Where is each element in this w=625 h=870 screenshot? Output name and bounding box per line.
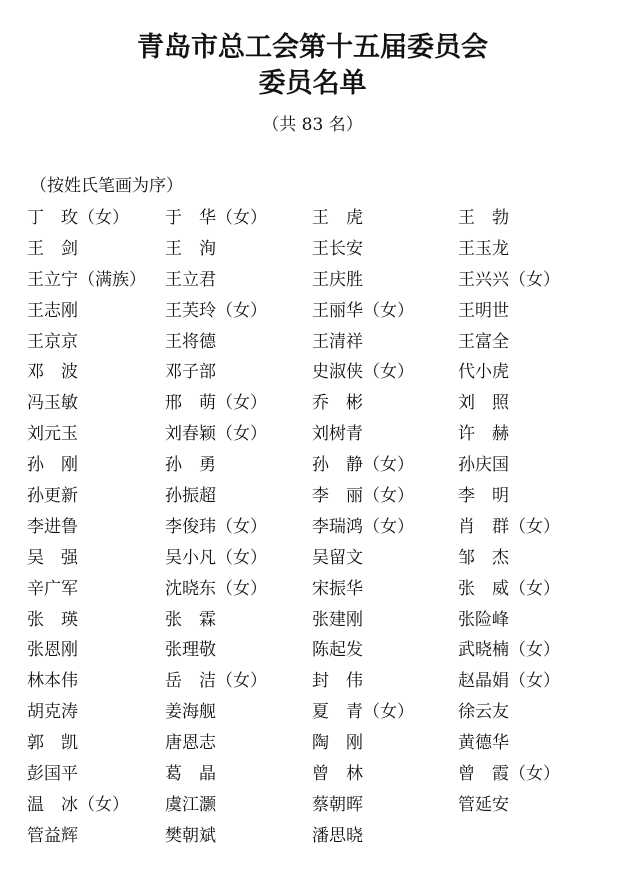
document-title-line-2: 委员名单: [258, 68, 367, 99]
member-name: 温 冰（女）: [27, 794, 129, 815]
member-name: 夏 青（女）: [312, 702, 414, 723]
document-title-line-1: 青岛市总工会第十五届委员会: [137, 32, 488, 63]
name-row: [27, 637, 617, 668]
member-name: 孙 静（女）: [312, 455, 414, 476]
name-row: [27, 545, 617, 576]
member-name: 封 伟: [312, 671, 363, 692]
member-name: 王庆胜: [312, 269, 363, 290]
member-name: 乔 彬: [312, 393, 363, 414]
member-name: 王明世: [458, 300, 509, 321]
member-name: 宋振华: [312, 578, 363, 599]
member-name: 于 华（女）: [165, 208, 267, 228]
name-row: [27, 236, 617, 267]
member-count: （共 83 名）: [262, 115, 363, 135]
member-name: 赵晶娟（女）: [458, 671, 560, 692]
name-row: [27, 761, 617, 792]
member-name: 唐恩志: [165, 733, 216, 754]
member-name: 王立君: [165, 269, 216, 290]
member-name: 张理敬: [165, 640, 216, 661]
name-row: [27, 607, 617, 638]
member-name: 张 霖: [165, 609, 216, 630]
member-name: 吴 强: [27, 547, 78, 568]
ordering-note: （按姓氏笔画为序）: [30, 176, 183, 196]
member-name: 王丽华（女）: [312, 300, 414, 321]
member-name: 王富全: [458, 331, 509, 352]
member-name: 孙振超: [165, 486, 216, 507]
member-name: 潘思晓: [312, 825, 363, 846]
name-row: [27, 514, 617, 545]
member-name: 王 洵: [165, 238, 216, 259]
member-name: 岳 洁（女）: [165, 671, 267, 692]
member-name: 彭国平: [27, 764, 78, 785]
name-row: [27, 267, 617, 298]
member-name: 冯玉敏: [27, 393, 78, 414]
member-name: 胡克涛: [27, 702, 78, 723]
member-name: 丁 玫（女）: [27, 208, 129, 228]
member-name: 史淑侠（女）: [312, 362, 414, 383]
member-name: 武晓楠（女）: [458, 640, 560, 661]
member-name: 王京京: [27, 331, 78, 352]
member-name: 王 虎: [312, 208, 363, 228]
member-name: 黄德华: [458, 733, 509, 754]
member-name: 辛广军: [27, 578, 78, 599]
name-row: [27, 823, 617, 854]
member-name: 林本伟: [27, 671, 78, 692]
member-name: 张 瑛: [27, 609, 78, 630]
member-name: 李 丽（女）: [312, 486, 414, 507]
name-row: [27, 359, 617, 390]
member-name: 王玉龙: [458, 238, 509, 259]
member-name: 王长安: [312, 238, 363, 259]
member-name: 蔡朝晖: [312, 794, 363, 815]
member-name: 李瑞鸿（女）: [312, 516, 414, 537]
member-name: 许 赫: [458, 424, 509, 445]
name-row: [27, 576, 617, 607]
member-name: 刘元玉: [27, 424, 78, 445]
member-name: 虞江灏: [165, 794, 216, 815]
name-row: [27, 205, 617, 236]
member-name: 李 明: [458, 486, 509, 507]
name-row: [27, 390, 617, 421]
member-name: 吴留文: [312, 547, 363, 568]
member-name: 徐云友: [458, 702, 509, 723]
member-name: 沈晓东（女）: [165, 578, 267, 599]
member-name: 曾 霞（女）: [458, 764, 560, 785]
member-name: 肖 群（女）: [458, 516, 560, 537]
member-name: 张恩刚: [27, 640, 78, 661]
member-name: 孙更新: [27, 486, 78, 507]
member-name: 管延安: [458, 794, 509, 815]
member-name: 张建刚: [312, 609, 363, 630]
name-row: [27, 730, 617, 761]
name-row: [27, 329, 617, 360]
name-row: [27, 792, 617, 823]
member-name: 王立宁（满族）: [27, 269, 146, 290]
member-name: 孙庆国: [458, 455, 509, 476]
member-name: 刘 照: [458, 393, 509, 414]
member-name: 王 勃: [458, 208, 509, 228]
member-name: 孙 刚: [27, 455, 78, 476]
member-name: 张 威（女）: [458, 578, 560, 599]
member-name: 孙 勇: [165, 455, 216, 476]
member-name: 代小虎: [458, 362, 509, 383]
name-row: [27, 668, 617, 699]
name-row: [27, 699, 617, 730]
member-name: 陶 刚: [312, 733, 363, 754]
member-name: 王兴兴（女）: [458, 269, 560, 290]
member-name-list: [27, 205, 617, 854]
member-name: 张险峰: [458, 609, 509, 630]
name-row: [27, 483, 617, 514]
member-name: 王志刚: [27, 300, 78, 321]
member-name: 陈起发: [312, 640, 363, 661]
member-name: 邓 波: [27, 362, 78, 383]
name-row: [27, 452, 617, 483]
member-name: 管益辉: [27, 825, 78, 846]
member-name: 姜海舰: [165, 702, 216, 723]
member-name: 王芙玲（女）: [165, 300, 267, 321]
member-name: 葛 晶: [165, 764, 216, 785]
name-row: [27, 421, 617, 452]
name-row: [27, 298, 617, 329]
member-name: 曾 林: [312, 764, 363, 785]
member-name: 王 剑: [27, 238, 78, 259]
member-name: 邓子部: [165, 362, 216, 383]
member-name: 邢 萌（女）: [165, 393, 267, 414]
member-name: 邹 杰: [458, 547, 509, 568]
member-name: 李进鲁: [27, 516, 78, 537]
member-name: 刘春颖（女）: [165, 424, 267, 445]
member-name: 郭 凯: [27, 733, 78, 754]
member-name: 刘树青: [312, 424, 363, 445]
member-name: 王将德: [165, 331, 216, 352]
member-name: 王清祥: [312, 331, 363, 352]
member-name: 吴小凡（女）: [165, 547, 267, 568]
member-name: 李俊玮（女）: [165, 516, 267, 537]
member-name: 樊朝斌: [165, 825, 216, 846]
